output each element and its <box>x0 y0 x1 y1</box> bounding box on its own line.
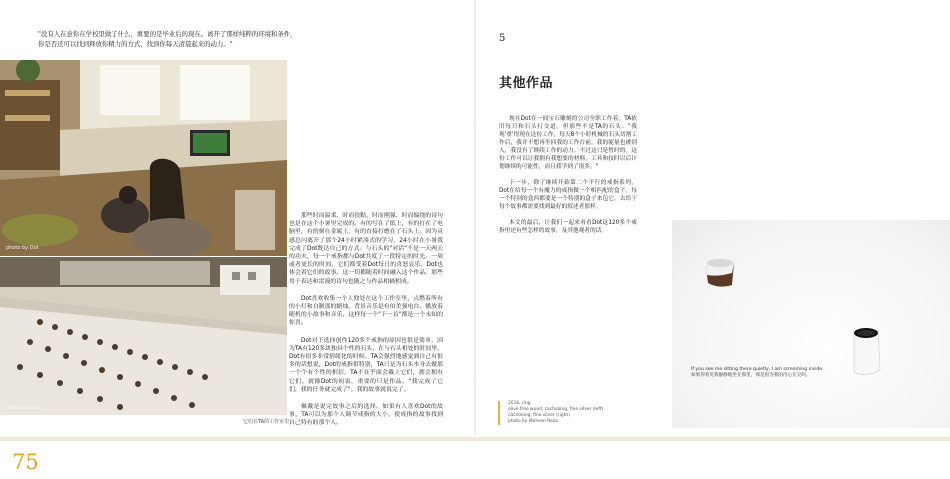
photo-caption-en: If you see me sitting there quietly, I am screaming inside. <box>691 367 824 372</box>
photo-credit-top: photo by Dot <box>6 245 39 251</box>
white-ring-image <box>848 324 884 380</box>
right-body-text <box>499 115 637 243</box>
meta-line: olive tree wood, cacholong, fine silver (left) <box>508 407 604 412</box>
left-body-text <box>289 212 443 437</box>
workshop-photo-illustration <box>0 60 287 256</box>
rings-photo-illustration <box>0 257 287 415</box>
body-paragraph: Dot对于选择创作120多个戒指的原因也很是简单，因为TA有120多块独具个性的石头，在与石头相处的时间里，Dot有很多非常情绪化的时候。TA会强烈地感觉到自己有很多的话想说，Dot的戒指很特别，TA只是为石头本身去做那一个个有个性的相信，TA不在乎面会戴上它们，拥会拥有它们。就像Dot的初衷，重要的只是作品。"我完成了它们，我的任务就完成了"。我的故事就说完了。 <box>289 337 443 393</box>
page-gutter <box>474 0 476 435</box>
meta-line: 2016, ring <box>508 401 531 406</box>
photo-credit-bottom: photo by Dot <box>6 405 39 411</box>
photo-caption-zh: 如果你看见我静静地坐在那里，那是因为我的内心在尖叫。 <box>691 373 811 379</box>
meta-line: cacholong, fine silver (right) <box>508 413 570 418</box>
body-paragraph: 下一步，除了继续开始第二个平行的戒指系列，Dot在给每一个有魔力的戒指做一个相匹配的盒子。每一个特别的盒西都要是一个特别的盒子来包它，去给于每个故事都需要找到最好的叙述者那样。 <box>499 180 637 210</box>
page-number: 75 <box>12 450 39 474</box>
body-paragraph: 本文的最后，让我们一起来看看Dot这120多个戒指里还有些怎样的故事，及其他观者的话。 <box>499 220 637 234</box>
photo-caption: 它们在TA的工作室里 <box>243 419 290 425</box>
meta-line: photo by Mohsen Reza <box>508 419 558 424</box>
footer <box>0 435 950 479</box>
chapter-number: 5 <box>499 33 506 44</box>
body-paragraph: 那些时而温柔、时而狡黠，时而刚强、时而编绕的诗句也是在这个小暑里完成的。有的写在了纸上，有的打在了电脑里，有的刻在金属上，有的直接打磨在了石头上。因为灵感总闪离开了那个24小时紧凑式的学习，24小时在小暑我完成了Dot既达自己的方式。与石头的"对话"不是一天两天的功夫，每一个戒指都与Dot共度了一段特定的时光。一周或者更长的时间，它们都受着Dot每日的喜怒哀乐。Dot也体会着它们的故事。这一切都随着时间融入这个作品。那些用于表达和雷漫的诗句也随之与作品相辅相成。 <box>289 213 443 285</box>
body-paragraph: 现在Dot在一间宝石雕刻的公司全职工作着。TA依旧每日和石头打交道。但那些不是TA的石头："我现'重'得现在这份工作，每天8个小时机械的石头切割工作后，我并不想再坐回我的工作台前。我的能量也被别人，我没有了继续工作的动力。不过这只是暂时的。这份工作可以让我拥有我想要的材料，工具和技时以后计划继续的可能性，而且我学到了很多。" <box>499 116 637 170</box>
wood-ring-image <box>702 255 738 289</box>
top-quote: "没有人在意你在学校里做了什么，重要的是毕业后的现在。离开了那样纯粹的环境和条件，你是否还可以找到释放你精力的方式，找到你每天清晨起来的动力。" <box>38 30 297 48</box>
rings-product-photo <box>672 220 950 428</box>
workshop-photo <box>0 60 287 256</box>
rings-on-windowsill-photo <box>0 257 287 415</box>
footer-band <box>0 437 950 441</box>
body-paragraph: 佩戴是说完故事之后的选择。如果有人喜欢Dot的故事，TA可以为那个人调节戒指的大小，使戒指的故事找到自己特有的那个人。 <box>289 404 443 427</box>
metadata-accent-bar <box>498 401 500 425</box>
photo-inline-text <box>691 367 851 379</box>
body-paragraph: Dot喜欢收集一个人独处在这个工作室里，点燃着所有的小灯和自制那的蜡烛。背景音乐是有伯美强电台。播放着随机的小故事和音乐，这样每一个"下一首"都是一个未知的惊喜。 <box>289 295 443 327</box>
section-title: 其他作品 <box>499 76 554 91</box>
artwork-metadata <box>508 401 603 425</box>
